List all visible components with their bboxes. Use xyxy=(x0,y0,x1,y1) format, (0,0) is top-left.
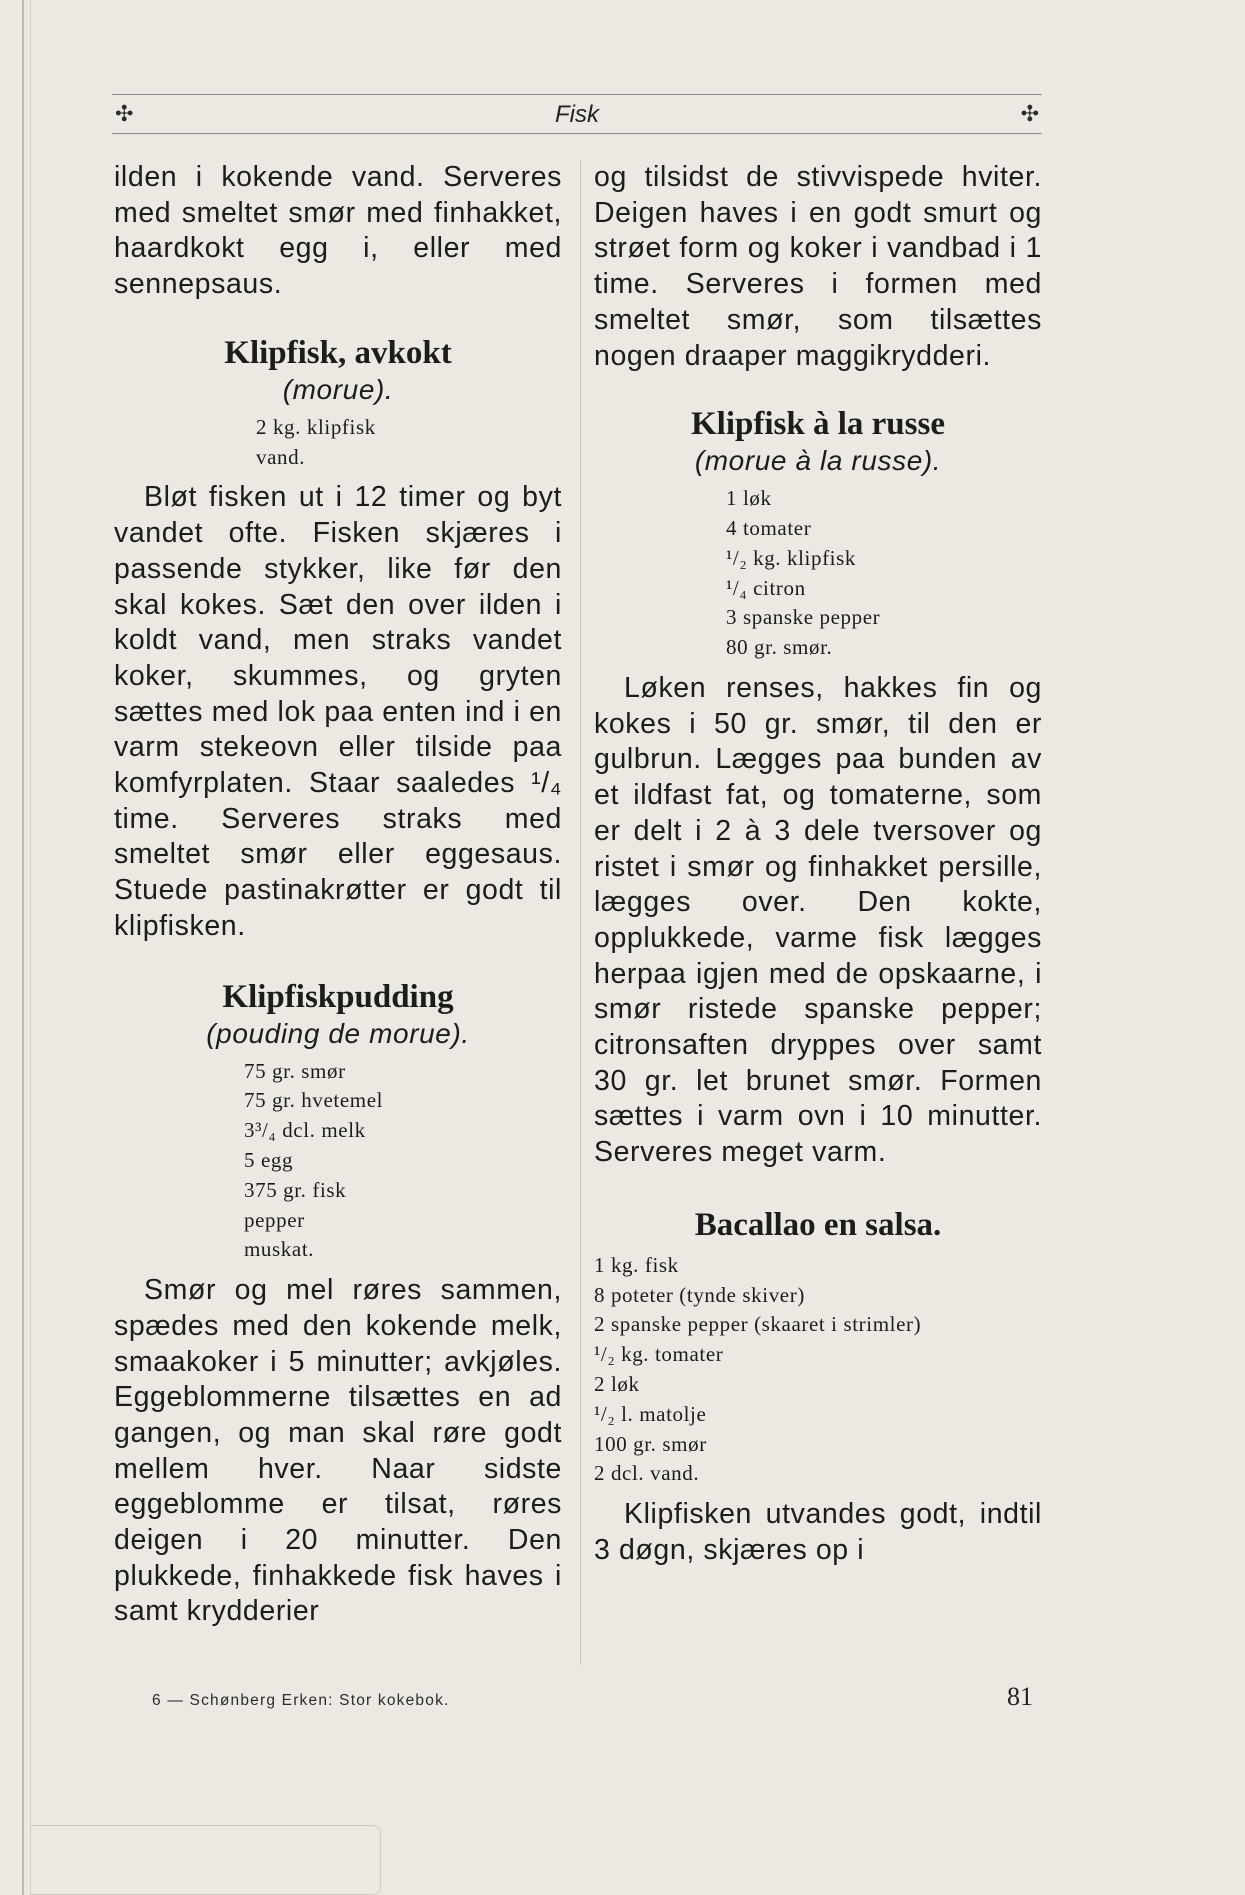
ingredient-item: 3 spanske pepper xyxy=(726,605,881,630)
recipe-title-klipfisk-avkokt: Klipfisk, avkokt xyxy=(224,334,452,371)
ingredient-item: 4 tomater xyxy=(726,516,812,541)
ingredient-list-klipfiskpudding xyxy=(244,1057,562,1266)
recipe-text-klipfiskpudding: Smør og mel røres sammen, spædes med den kokende melk, smaakoker i 5 minutter; avkjøles. Eggeblommerne tilsættes en ad gangen, og man skal røre godt mellem hver. Naar sidste eggeblomme er tilsat, røres deigen i 20 minutter. Den plukkede, finhakkede fisk haves i samt krydderier xyxy=(114,1274,562,1628)
ingredient-item: muskat. xyxy=(244,1237,315,1262)
ornament-left-icon: ✣ xyxy=(115,101,134,126)
ingredient-item: ¹/₂ kg. klipfisk xyxy=(726,545,856,570)
ingredient-item: pepper xyxy=(244,1207,305,1232)
ingredient-item: 2 dcl. vand. xyxy=(594,1461,700,1486)
column-divider xyxy=(580,160,581,1665)
ingredient-item: ¹/₂ l. matolje xyxy=(594,1401,707,1426)
running-header-title: Fisk xyxy=(555,101,599,128)
recipe-title-bacallao-en-salsa: Bacallao en salsa. xyxy=(694,1206,942,1243)
book-signature: 6 — Schønberg Erken: Stor kokebok. xyxy=(152,1692,450,1709)
ingredient-item: 3³/₄ dcl. melk xyxy=(244,1118,366,1143)
ingredient-item: 375 gr. fisk xyxy=(244,1177,347,1202)
left-column xyxy=(114,160,562,1630)
ingredient-item: ¹/₄ citron xyxy=(726,575,806,600)
ingredient-item: 80 gr. smør. xyxy=(726,635,833,660)
ingredient-item: 2 løk xyxy=(594,1372,640,1397)
ingredient-item: 100 gr. smør xyxy=(594,1431,707,1456)
ingredient-item: vand. xyxy=(256,444,306,469)
recipe-title-klipfiskpudding: Klipfiskpudding xyxy=(222,978,454,1015)
ingredient-item: 2 spanske pepper (skaaret i strimler) xyxy=(594,1312,922,1337)
recipe-title-klipfisk-a-la-russe: Klipfisk à la russe xyxy=(691,406,945,443)
ornament-right-icon: ✣ xyxy=(1020,101,1039,126)
recipe-subtitle-pouding-de-morue: (pouding de morue). xyxy=(206,1017,470,1049)
page-number: 81 xyxy=(1007,1682,1033,1711)
ingredient-list-bacallao-en-salsa xyxy=(594,1251,1042,1489)
ingredient-item: 8 poteter (tynde skiver) xyxy=(594,1282,805,1307)
recipe-text-bacallao-en-salsa: Klipfisken utvandes godt, indtil 3 døgn, skjæres op i xyxy=(594,1498,1042,1566)
intro-paragraph-right: og tilsidst de stivvispede hviter. Deigen haves i en godt smurt og strøet form og koker i vandbad i 1 time. Serveres i formen med smeltet smør, som tilsættes nogen draaper maggikrydderi. xyxy=(594,161,1042,372)
right-column xyxy=(594,160,1042,1569)
recipe-subtitle-morue: (morue). xyxy=(282,373,394,405)
ingredient-item: 1 løk xyxy=(726,486,772,511)
ingredient-item: ¹/₂ kg. tomater xyxy=(594,1342,724,1367)
ingredient-item: 75 gr. hvetemel xyxy=(244,1088,384,1113)
intro-paragraph-left: ilden i kokende vand. Serveres med smeltet smør med finhakket, haardkokt egg i, eller med sennepsaus. xyxy=(114,161,562,301)
ingredient-list-klipfisk-avkokt xyxy=(256,413,562,473)
recipe-subtitle-morue-a-la-russe: (morue à la russe). xyxy=(694,445,942,477)
page-edge-inner xyxy=(30,0,31,1895)
ingredient-item: 75 gr. smør xyxy=(244,1058,346,1083)
page-edge xyxy=(22,0,24,1895)
ingredient-list-klipfisk-a-la-russe xyxy=(726,484,1042,663)
page-tab-mark xyxy=(30,1825,381,1895)
recipe-text-klipfisk-a-la-russe: Løken renses, hakkes fin og kokes i 50 gr. smør, til den er gulbrun. Lægges paa bunden av et ildfast fat, og tomaterne, som er delt i 2 à 3 dele tversover og ristet i smør og finhakket persille, lægges over. Den kokte, opplukkede, varme fisk lægges herpaa igjen med de opskaarne, i smør ristede spanske pepper; citronsaften dryppes over samt 30 gr. let brunet smør. Formen sættes i varm ovn i 10 minutter. Serveres meget varm. xyxy=(594,672,1042,1169)
running-header xyxy=(112,94,1042,134)
ingredient-item: 5 egg xyxy=(244,1147,294,1172)
ingredient-item: 2 kg. klipfisk xyxy=(256,414,376,439)
ingredient-item: 1 kg. fisk xyxy=(594,1252,679,1277)
recipe-text-klipfisk-avkokt: Bløt fisken ut i 12 timer og byt vandet ofte. Fisken skjæres i passende stykker, like før den skal kokes. Sæt den over ilden i koldt vand, men straks vandet koker, skummes, og gryten sættes med lok paa enten ind i en varm stekeovn eller tilside paa komfyrplaten. Staar saaledes ¹/₄ time. Serveres straks med smeltet smør eller eggesaus. Stuede pastinakrøtter er godt til klipfisken. xyxy=(114,481,562,942)
